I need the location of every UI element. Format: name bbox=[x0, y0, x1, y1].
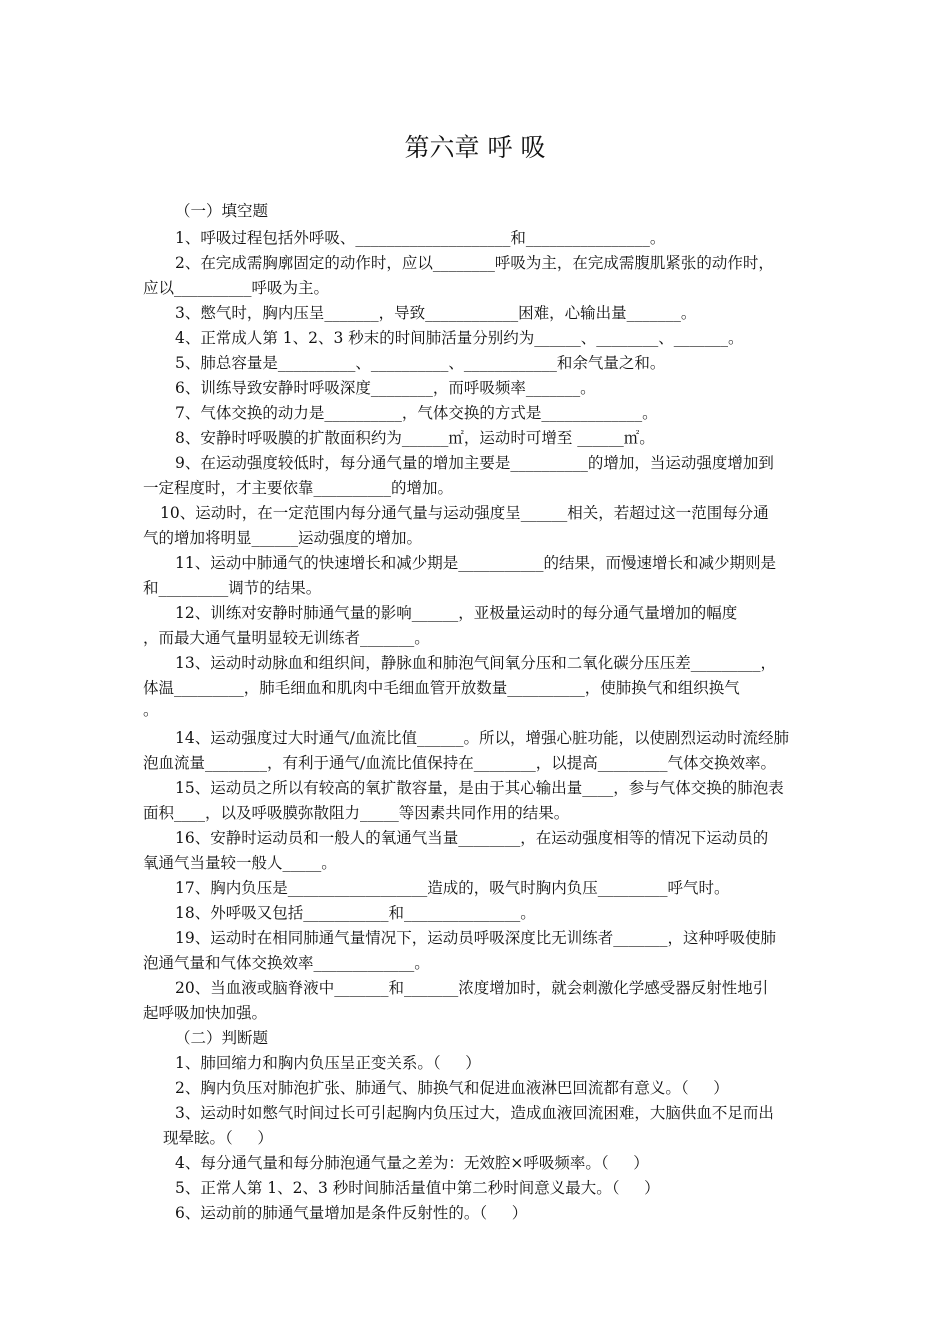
text-line: 泡血流量________，有利于通气/血流比值保持在________，以提高_________气体交换效率。 bbox=[143, 754, 776, 772]
section-heading: （二）判断题 bbox=[175, 1029, 269, 1047]
text-line: 。 bbox=[143, 701, 159, 719]
text-line: 19、运动时在相同肺通气量情况下，运动员呼吸深度比无训练者_______，这种呼吸使肺 bbox=[175, 929, 776, 947]
page-title: 第六章 呼 吸 bbox=[404, 133, 546, 162]
text-line: 5、肺总容量是__________、__________、____________和余气量之和。 bbox=[175, 354, 666, 372]
text-line: ，而最大通气量明显较无训练者_______。 bbox=[143, 629, 430, 647]
text-line: 4、每分通气量和每分肺泡通气量之差为：无效腔×呼吸频率。（ ） bbox=[175, 1154, 649, 1172]
text-line: 面积____，以及呼吸膜弥散阻力_____等因素共同作用的结果。 bbox=[143, 804, 570, 822]
text-line: 16、安静时运动员和一般人的氧通气当量________，在运动强度相等的情况下运动员的 bbox=[175, 829, 769, 847]
text-line: 17、胸内负压是__________________造成的，吸气时胸内负压_________呼气时。 bbox=[175, 879, 730, 897]
section-heading: （一）填空题 bbox=[175, 202, 269, 220]
text-line: 气的增加将明显______运动强度的增加。 bbox=[143, 529, 423, 547]
text-line: 6、训练导致安静时呼吸深度________，而呼吸频率_______。 bbox=[175, 379, 596, 397]
text-line: 氧通气当量较一般人_____。 bbox=[143, 854, 337, 872]
text-line: 和_________调节的结果。 bbox=[143, 579, 322, 597]
text-line: 2、在完成需胸廓固定的动作时，应以________呼吸为主，在完成需腹肌紧张的动作时， bbox=[175, 254, 774, 272]
text-line: 起呼吸加快加强。 bbox=[143, 1004, 268, 1022]
text-line: 18、外呼吸又包括___________和_______________。 bbox=[175, 904, 536, 922]
text-line: 体温_________，肺毛细血和肌肉中毛细血管开放数量__________，使肺换气和组织换气 bbox=[143, 679, 740, 697]
text-line: 一定程度时，才主要依靠__________的增加。 bbox=[143, 479, 454, 497]
text-line: 1、肺回缩力和胸内负压呈正变关系。（ ） bbox=[175, 1054, 481, 1072]
text-line: 3、憋气时，胸内压呈_______，导致____________困难，心输出量_______。 bbox=[175, 304, 697, 322]
text-line: 15、运动员之所以有较高的氧扩散容量，是由于其心输出量____，参与气体交换的肺泡表 bbox=[175, 779, 784, 797]
text-line: 泡通气量和气体交换效率_____________。 bbox=[143, 954, 430, 972]
text-line: 应以__________呼吸为主。 bbox=[143, 279, 330, 297]
text-line: 4、正常成人第 1、2、3 秒末的时间肺活量分别约为______、________、_______。 bbox=[175, 329, 744, 347]
text-line: 7、气体交换的动力是__________，气体交换的方式是_____________。 bbox=[175, 404, 658, 422]
text-line: 11、运动中肺通气的快速增长和减少期是___________的结果，而慢速增长和减少期则是 bbox=[175, 554, 776, 572]
text-line: 6、运动前的肺通气量增加是条件反射性的。（ ） bbox=[175, 1204, 528, 1222]
text-line: 9、在运动强度较低时，每分通气量的增加主要是__________的增加，当运动强度增加到 bbox=[175, 454, 774, 472]
text-line: 2、胸内负压对肺泡扩张、肺通气、肺换气和促进血液淋巴回流都有意义。（ ） bbox=[175, 1079, 729, 1097]
text-line: 20、当血液或脑脊液中_______和_______浓度增加时，就会刺激化学感受器反射性地引 bbox=[175, 979, 769, 997]
text-line: 14、运动强度过大时通气/血流比值______。所以，增强心脏功能，以使剧烈运动时流经肺 bbox=[175, 729, 789, 747]
text-line: 12、训练对安静时肺通气量的影响______，亚极量运动时的每分通气量增加的幅度 bbox=[175, 604, 738, 622]
text-line: 10、运动时，在一定范围内每分通气量与运动强度呈______相关，若超过这一范围每分通 bbox=[160, 504, 769, 522]
text-line: 5、正常人第 1、2、3 秒时间肺活量值中第二秒时间意义最大。（ ） bbox=[175, 1179, 660, 1197]
text-line: 8、安静时呼吸膜的扩散面积约为______㎡，运动时可增至 ______㎡。 bbox=[175, 429, 655, 447]
text-line: 现晕眩。（ ） bbox=[163, 1129, 273, 1147]
text-line: 3、运动时如憋气时间过长可引起胸内负压过大，造成血液回流困难，大脑供血不足而出 bbox=[175, 1104, 774, 1122]
text-line: 1、呼吸过程包括外呼吸、____________________和________________。 bbox=[175, 229, 666, 247]
text-line: 13、运动时动脉血和组织间，静脉血和肺泡气间氧分压和二氧化碳分压压差_________， bbox=[175, 654, 776, 672]
